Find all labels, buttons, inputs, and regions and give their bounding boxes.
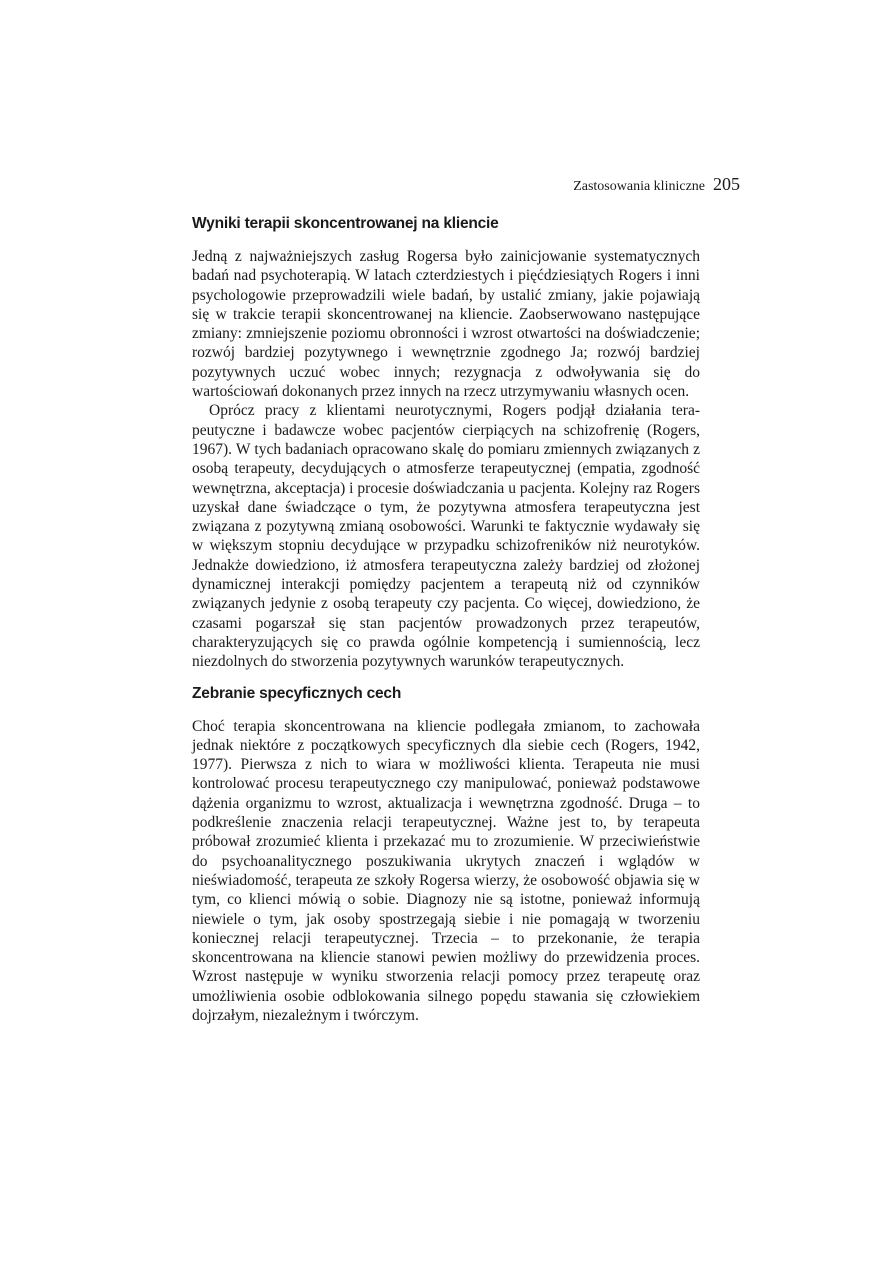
- running-head: [520, 174, 740, 200]
- section-heading-results: Wyniki terapii skoncentrowanej na kliencie: [192, 215, 499, 232]
- section-results: [192, 214, 700, 672]
- section-features: [192, 684, 700, 1026]
- page-body: [192, 214, 700, 1025]
- paragraph: Jedną z najważniejszych zasług Rogersa było zainicjowanie systematycznych badań nad psychoterapią. W latach czterdziestych i pięćdziesiątych Rogers i inni psychologowie przeprowadzili wiele badań, by ustalić zmiany, jakie pojawiają się w trakcie terapii skoncentrowanej na kliencie. Zaobserwowano następujące zmiany: zmniejszenie poziomu obronności i wzrost otwartości na doświadczenie; rozwój bardziej pozytywnego i wewnętrznie zgodnego Ja; rozwój bardziej pozytywnych uczuć wobec innych; rezygnacja z odwoływania się do wartościowań dokonanych przez innych na rzecz utrzymywaniu własnych ocen.: [192, 248, 700, 401]
- paragraph: Choć terapia skoncentrowana na kliencie podlegała zmianom, to zachowała jednak niektóre z początkowych specyficznych dla siebie cech (Rogers, 1942, 1977). Pierwsza z nich to wiara w możliwości klienta. Terapeuta nie musi kontrolować procesu terapeutycznego czy manipulować, ponieważ podstawowe dążenia organizmu to wzrost, aktualizacja i wewnętrzna zgodność. Druga – to podkreślenie znaczenia relacji terapeutycznej. Ważne jest to, by terapeuta próbował zrozumieć klienta i przekazać mu to zrozumienie. W przeciwieństwie do psychoanalitycznego poszukiwania ukrytych znaczeń i wglądów w nieświadomość, terapeuta ze szkoły Rogersa wierzy, że osobowość objawia się w tym, co klienci mówią o sobie. Diagnozy nie są istotne, ponieważ informują niewiele o tym, jak osoby spostrzegają siebie i nie pomagają w tworzeniu koniecznej relacji terapeutycznej. Trzecia – to przekonanie, że terapia skoncentrowana na kliencie stanowi pewien możliwy do przewidzenia proces. Wzrost następuje w wyniku stworzenia relacji pomocy przez terapeutę oraz umożliwienia osobie odblokowania silnego popędu stawania się człowiekiem dojrzałym, niezależnym i twórczym.: [192, 717, 700, 1024]
- page-number: 205: [713, 174, 740, 194]
- section-heading-features: Zebranie specyficznych cech: [192, 684, 402, 702]
- running-head-title: Zastosowania kliniczne: [573, 179, 705, 194]
- paragraph: Oprócz pracy z klientami neurotycznymi, Rogers podjął działania terapeutyczne i badawcze wobec pacjentów cierpiących na schizofrenię (Rogers, 1967). W tych badaniach opracowano skalę do pomiaru zmiennych związanych z osobą terapeuty, decydujących o atmosferze terapeutycznej (empatia, zgodność wewnętrzna, akceptacja) i procesie doświadczania u pacjenta. Kolejny raz Rogers uzyskał dane świadczące o tym, że pozytywna atmosfera terapeutyczna jest związana z pozytywną zmianą osobowości. Warunki te faktycznie wydawały się w większym stopniu decydujące w przypadku schizofreników niż neurotyków. Jednakże dowiedziono, iż atmosfera terapeutyczna zależy bardziej od złożonej dynamicznej interakcji pomiędzy pacjentem a terapeutą niż od czynników związanych jedynie z osobą terapeuty czy pacjenta. Co więcej, dowiedziono, że czasami pogarszał się stan pacjentów prowadzonych przez terapeutów, charakteryzujących się co prawda ogólnie kompetencją i sumiennością, lecz niezdolnych do stworzenia pozytywnych warunków terapeutycznych.: [192, 402, 700, 671]
